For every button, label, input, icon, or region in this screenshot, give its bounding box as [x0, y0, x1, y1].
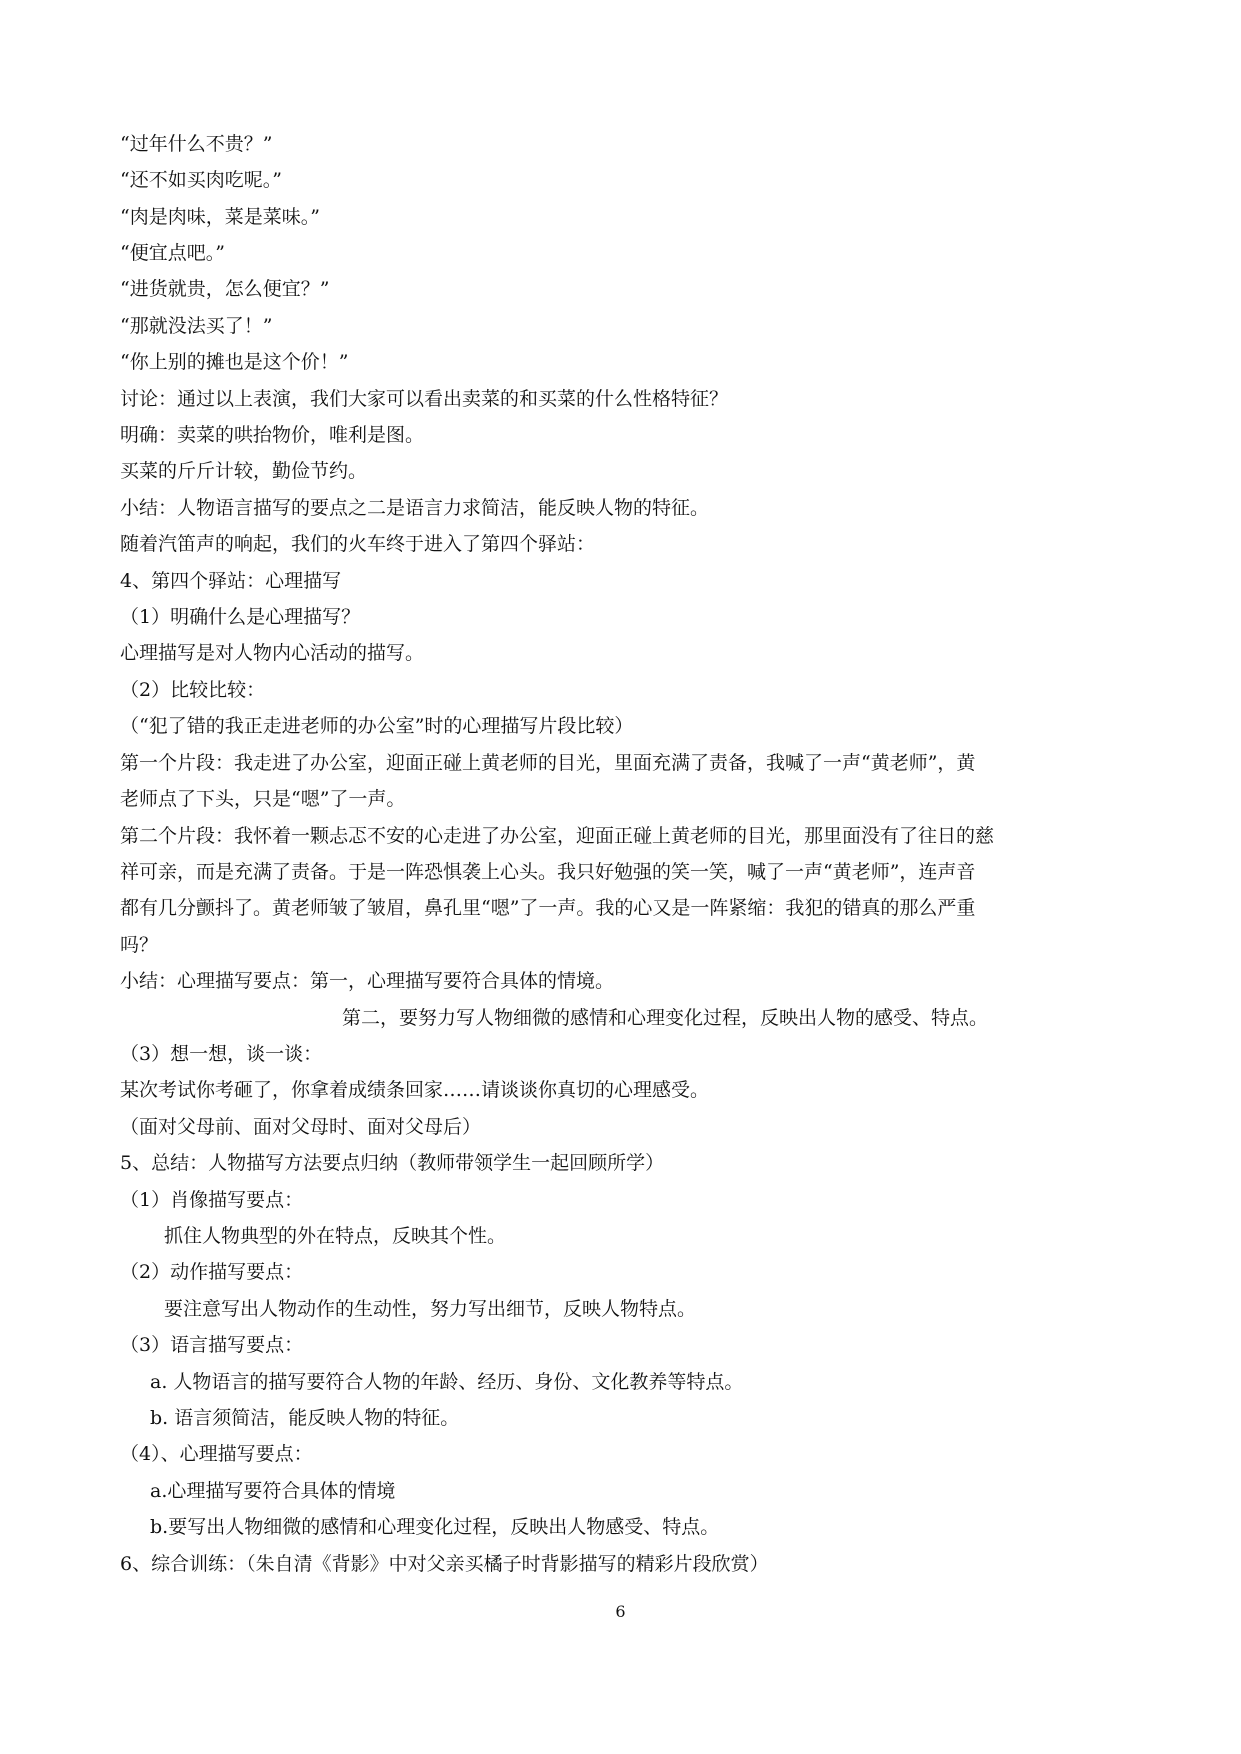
paragraph-line: 都有几分颤抖了。黄老师皱了皱眉，鼻孔里“嗯”了一声。我的心又是一阵紧缩：我犯的错真的那么严重 — [120, 897, 976, 919]
body-line: 要注意写出人物动作的生动性，努力写出细节，反映人物特点。 — [164, 1298, 697, 1320]
list-item: b. 语言须简洁，能反映人物的特征。 — [150, 1407, 460, 1429]
transition-line: 随着汽笛声的响起，我们的火车终于进入了第四个驿站： — [120, 533, 596, 555]
paragraph-line: 第一个片段：我走进了办公室，迎面正碰上黄老师的目光，里面充满了责备，我喊了一声“黄老师”，黄 — [120, 752, 976, 774]
body-line: （面对父母前、面对父母时、面对父母后） — [120, 1116, 482, 1138]
subsection-heading: （3）语言描写要点： — [120, 1334, 304, 1356]
page-number: 6 — [615, 1602, 626, 1621]
body-line: 某次考试你考砸了，你拿着成绩条回家……请谈谈你真切的心理感受。 — [120, 1079, 710, 1101]
dialogue-line: “还不如买肉吃呢。” — [120, 169, 282, 191]
dialogue-line: “你上别的摊也是这个价！” — [120, 351, 349, 373]
section-heading: 4、第四个驿站：心理描写 — [120, 570, 342, 592]
dialogue-line: “肉是肉味，菜是菜味。” — [120, 206, 320, 228]
list-item: a. 人物语言的描写要符合人物的年龄、经历、身份、文化教养等特点。 — [150, 1371, 744, 1393]
list-item: b.要写出人物细微的感情和心理变化过程，反映出人物感受、特点。 — [150, 1516, 720, 1538]
body-line: 心理描写是对人物内心活动的描写。 — [120, 642, 425, 664]
dialogue-line: “进货就贵，怎么便宜？” — [120, 278, 330, 300]
discussion-line: 讨论：通过以上表演，我们大家可以看出卖菜的和买菜的什么性格特征？ — [120, 388, 729, 410]
summary-line: 小结：人物语言描写的要点之二是语言力求简洁，能反映人物的特征。 — [120, 497, 710, 519]
section-heading: 5、总结：人物描写方法要点归纳（教师带领学生一起回顾所学） — [120, 1152, 665, 1174]
subsection-heading: （2）比较比较： — [120, 679, 266, 701]
body-line: （“犯了错的我正走进老师的办公室”时的心理描写片段比较） — [120, 715, 634, 737]
dialogue-line: “便宜点吧。” — [120, 242, 225, 264]
clarify-line: 买菜的斤斤计较，勤俭节约。 — [120, 460, 368, 482]
body-line: 抓住人物典型的外在特点，反映其个性。 — [164, 1225, 507, 1247]
list-item: a.心理描写要符合具体的情境 — [150, 1480, 396, 1502]
summary-line: 第二，要努力写人物细微的感情和心理变化过程，反映出人物的感受、特点。 — [342, 1007, 989, 1029]
summary-line: 小结：心理描写要点：第一，心理描写要符合具体的情境。 — [120, 970, 615, 992]
subsection-heading: （3）想一想，谈一谈： — [120, 1043, 323, 1065]
dialogue-line: “过年什么不贵？” — [120, 133, 273, 155]
paragraph-line: 第二个片段：我怀着一颗忐忑不安的心走进了办公室，迎面正碰上黄老师的目光，那里面没有了往日的慈 — [120, 825, 995, 847]
subsection-heading: （1）肖像描写要点： — [120, 1189, 304, 1211]
subsection-heading: （1）明确什么是心理描写？ — [120, 606, 361, 628]
subsection-heading: （4）、心理描写要点： — [120, 1443, 313, 1465]
paragraph-line: 老师点了下头，只是“嗯”了一声。 — [120, 788, 406, 810]
paragraph-line: 祥可亲，而是充满了责备。于是一阵恐惧袭上心头。我只好勉强的笑一笑，喊了一声“黄老师”，连声音 — [120, 861, 976, 883]
section-heading: 6、综合训练：（朱自清《背影》中对父亲买橘子时背影描写的精彩片段欣赏） — [120, 1553, 769, 1575]
clarify-line: 明确：卖菜的哄抬物价，唯利是图。 — [120, 424, 425, 446]
paragraph-line: 吗？ — [120, 934, 159, 956]
subsection-heading: （2）动作描写要点： — [120, 1261, 304, 1283]
dialogue-line: “那就没法买了！” — [120, 315, 273, 337]
